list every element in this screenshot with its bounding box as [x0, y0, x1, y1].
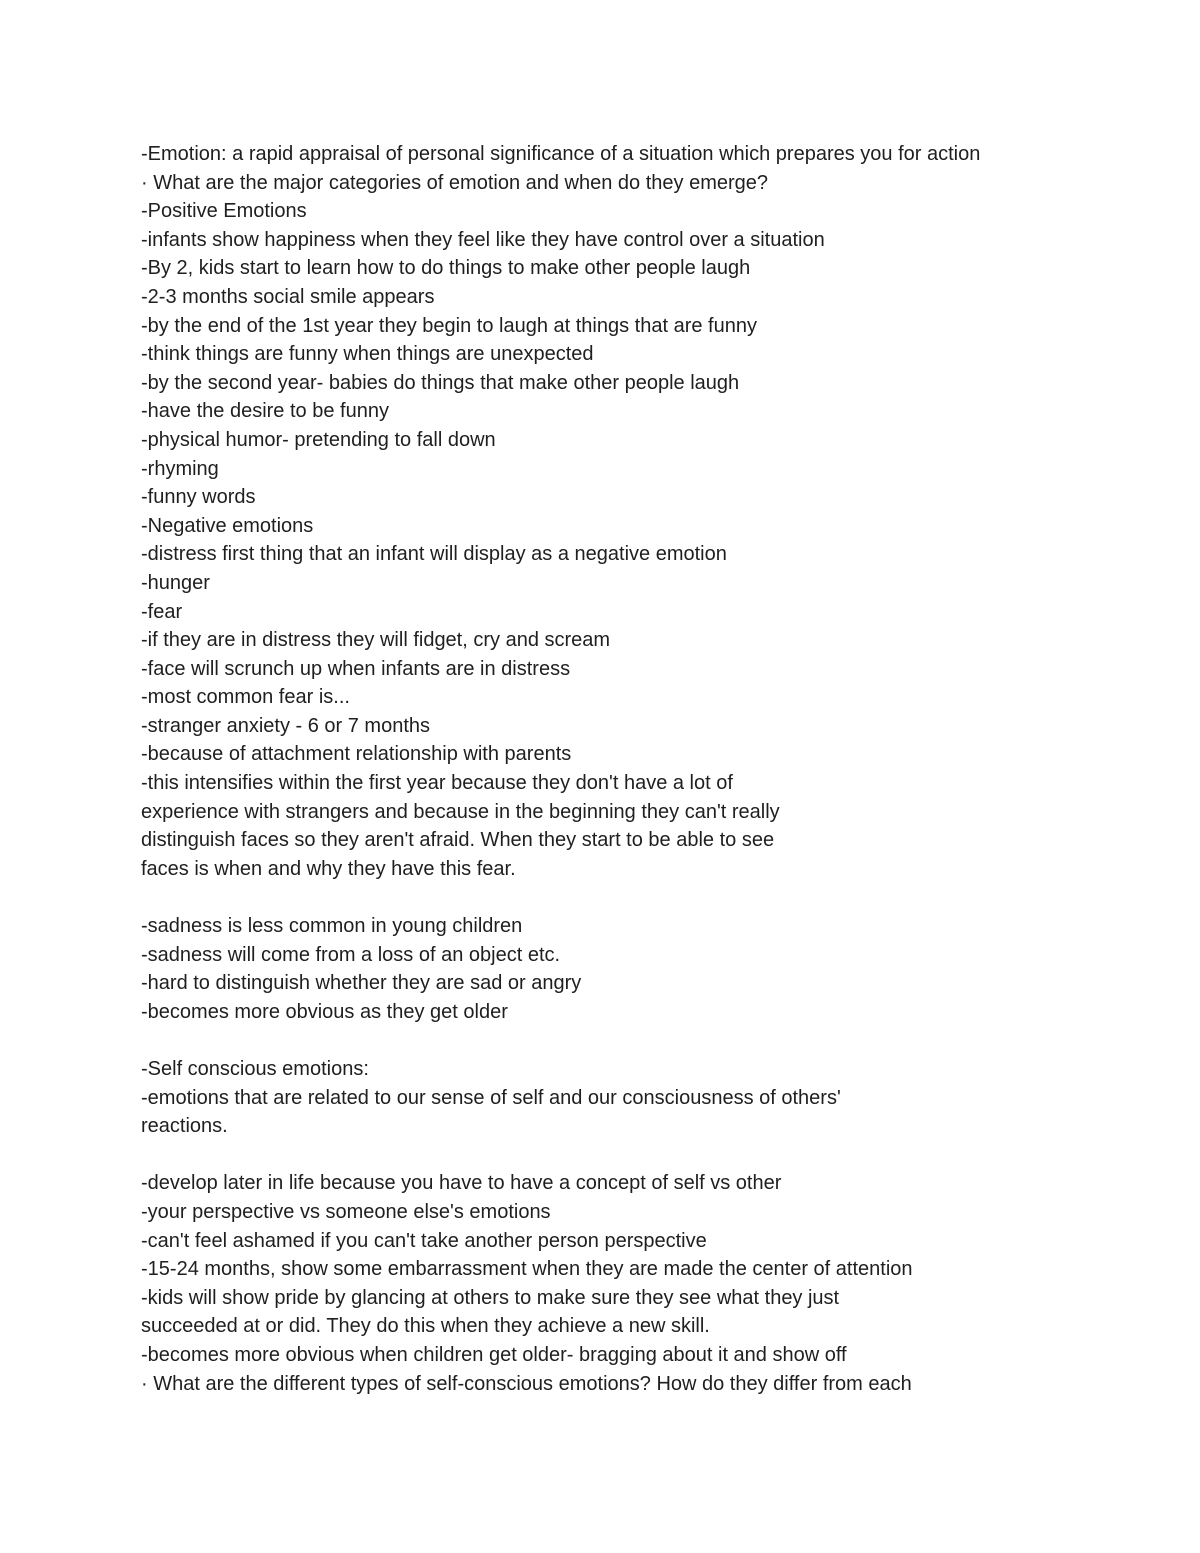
text-line: -emotions that are related to our sense of self and our consciousness of others' — [141, 1086, 841, 1109]
text-line: -by the second year- babies do things that make other people laugh — [141, 371, 740, 394]
text-line: -because of attachment relationship with parents — [141, 743, 572, 766]
text-line: -Negative emotions — [141, 514, 314, 537]
text-line: -your perspective vs someone else's emotions — [141, 1200, 551, 1223]
text-line: -rhyming — [141, 457, 219, 480]
blank-line — [141, 883, 1101, 912]
text-line: -sadness will come from a loss of an object etc. — [141, 943, 561, 966]
text-line: -if they are in distress they will fidget, cry and scream — [141, 629, 611, 652]
text-line: · What are the different types of self-conscious emotions? How do they differ from each — [141, 1372, 912, 1395]
blank-line — [141, 1141, 1101, 1170]
text-line: -by the end of the 1st year they begin to laugh at things that are funny — [141, 314, 757, 337]
text-line: · What are the major categories of emotion and when do they emerge? — [141, 171, 769, 194]
text-line: -most common fear is... — [141, 686, 350, 709]
text-line: -becomes more obvious when children get older- bragging about it and show off — [141, 1343, 847, 1366]
text-line: -hunger — [141, 571, 210, 594]
text-line: -face will scrunch up when infants are in distress — [141, 657, 571, 680]
text-line: faces is when and why they have this fear. — [141, 857, 516, 880]
text-line: -Self conscious emotions: — [141, 1058, 369, 1080]
text-line: -becomes more obvious as they get older — [141, 1000, 508, 1023]
text-line: experience with strangers and because in the beginning they can't really — [141, 800, 780, 823]
document-body — [141, 140, 1101, 1398]
text-line: -physical humor- pretending to fall down — [141, 428, 496, 451]
text-line: -hard to distinguish whether they are sad or angry — [141, 972, 582, 995]
text-line: -Emotion: a rapid appraisal of personal significance of a situation which prepares you for action — [141, 143, 981, 165]
text-line: -funny words — [141, 486, 256, 509]
text-line: -develop later in life because you have to have a concept of self vs other — [141, 1172, 782, 1195]
text-line: -15-24 months, show some embarrassment when they are made the center of attention — [141, 1258, 913, 1281]
text-line: -kids will show pride by glancing at others to make sure they see what they just — [141, 1286, 840, 1309]
text-line: -stranger anxiety - 6 or 7 months — [141, 714, 431, 737]
text-line: -have the desire to be funny — [141, 400, 389, 423]
text-line: -think things are funny when things are unexpected — [141, 343, 594, 366]
text-line: -By 2, kids start to learn how to do things to make other people laugh — [141, 257, 751, 280]
text-line: -2-3 months social smile appears — [141, 285, 435, 308]
text-line: -distress first thing that an infant will display as a negative emotion — [141, 543, 727, 566]
text-line: -fear — [141, 600, 183, 623]
blank-line — [141, 1026, 1101, 1055]
text-line: -infants show happiness when they feel like they have control over a situation — [141, 228, 825, 251]
text-line: -sadness is less common in young children — [141, 915, 523, 938]
text-line: -this intensifies within the first year because they don't have a lot of — [141, 772, 733, 795]
text-line: reactions. — [141, 1115, 228, 1138]
text-line: distinguish faces so they aren't afraid. When they start to be able to see — [141, 829, 775, 852]
text-line: succeeded at or did. They do this when they achieve a new skill. — [141, 1315, 710, 1338]
text-line: -can't feel ashamed if you can't take another person perspective — [141, 1229, 707, 1252]
text-line: -Positive Emotions — [141, 200, 307, 223]
